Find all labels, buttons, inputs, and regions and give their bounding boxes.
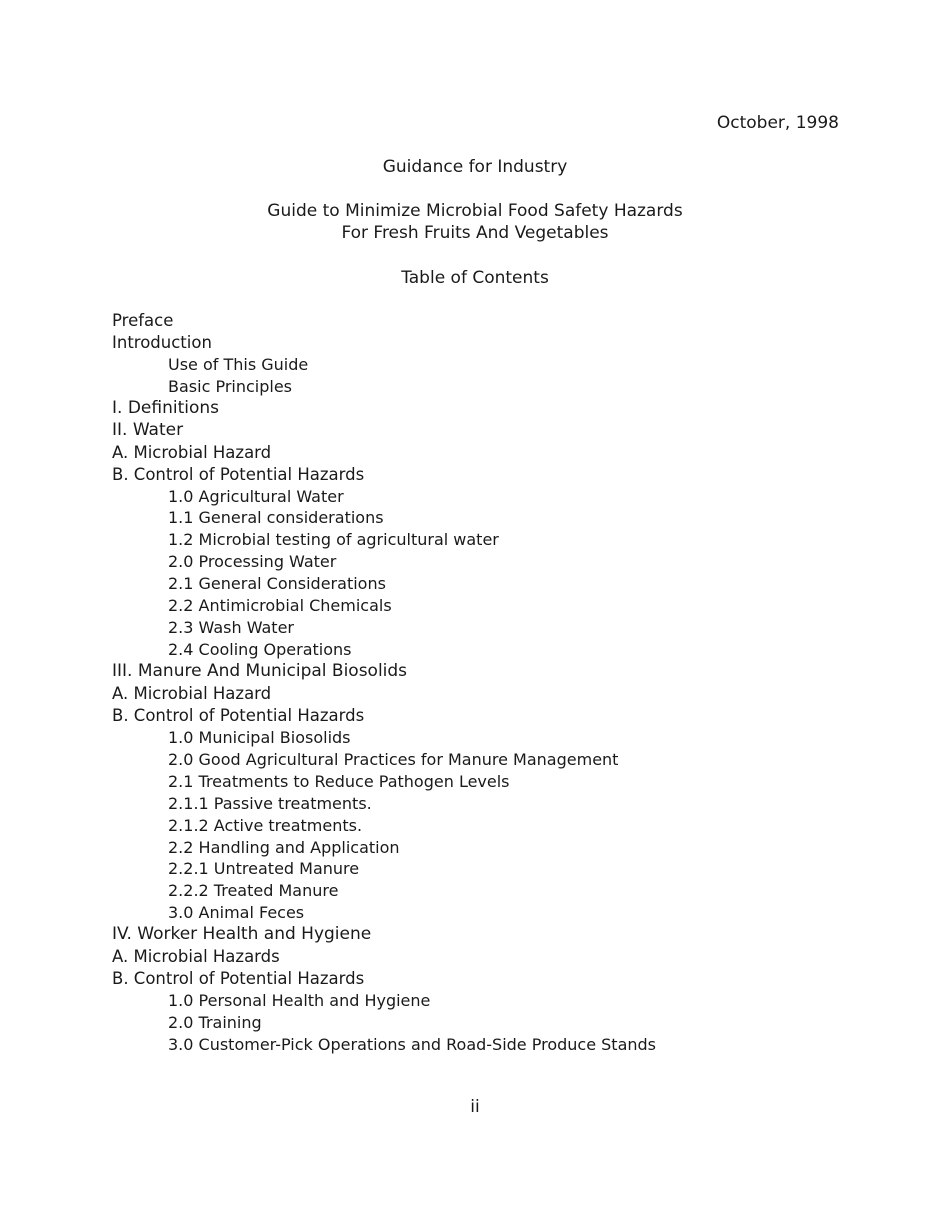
document-title: [0, 200, 950, 244]
toc-entry: 2.0 Training: [168, 1013, 262, 1032]
toc-entry: Introduction: [112, 332, 212, 352]
toc-entry: 1.2 Microbial testing of agricultural water: [168, 530, 499, 550]
toc-entry: 3.0 Animal Feces: [168, 903, 305, 923]
toc-entry: B. Control of Potential Hazards: [112, 969, 365, 989]
toc-entry: B. Control of Potential Hazards: [112, 464, 365, 484]
toc-entry: 2.0 Processing Water: [168, 552, 337, 572]
toc-entry: Basic Principles: [168, 376, 292, 396]
toc-entry: 2.1 Treatments to Reduce Pathogen Levels: [168, 771, 510, 791]
toc-entry: 2.4 Cooling Operations: [168, 640, 352, 660]
table-of-contents: [112, 310, 656, 1056]
toc-entry: 2.1.2 Active treatments.: [168, 815, 363, 835]
toc-entry: 3.0 Customer-Pick Operations and Road-Side Produce Stands: [168, 1034, 657, 1054]
toc-entry: 1.0 Personal Health and Hygiene: [168, 991, 431, 1011]
toc-entry: B. Control of Potential Hazards: [112, 705, 365, 725]
toc-entry: A. Microbial Hazards: [112, 947, 280, 967]
toc-entry: I. Definitions: [112, 397, 219, 418]
document-title-line-2: For Fresh Fruits And Vegetables: [341, 223, 609, 243]
document-title-line-1: Guide to Minimize Microbial Food Safety Hazards: [267, 201, 683, 221]
toc-entry: 2.0 Good Agricultural Practices for Manure Management: [168, 749, 619, 769]
toc-entry: 2.1 General Considerations: [168, 574, 386, 594]
page-number: ii: [470, 1097, 480, 1117]
toc-entry: A. Microbial Hazard: [112, 683, 272, 703]
toc-entry: 1.0 Municipal Biosolids: [168, 727, 351, 747]
document-heading: Guidance for Industry: [382, 157, 568, 177]
toc-entry: Use of This Guide: [168, 354, 309, 374]
toc-entry: 2.3 Wash Water: [168, 618, 294, 638]
toc-entry: 2.2.2 Treated Manure: [168, 881, 339, 901]
toc-entry: 2.2 Handling and Application: [168, 837, 400, 857]
toc-entry: 2.1.1 Passive treatments.: [168, 793, 372, 813]
toc-entry: II. Water: [112, 419, 184, 440]
toc-entry: 2.2 Antimicrobial Chemicals: [168, 596, 392, 616]
toc-entry: 1.0 Agricultural Water: [168, 486, 344, 506]
toc-entry: 2.2.1 Untreated Manure: [168, 859, 360, 879]
toc-entry: 1.1 General considerations: [168, 508, 384, 528]
toc-title: Table of Contents: [401, 268, 549, 288]
toc-entry: Preface: [112, 311, 174, 330]
toc-entry: A. Microbial Hazard: [112, 442, 272, 462]
toc-entry: IV. Worker Health and Hygiene: [112, 924, 372, 945]
toc-entry: III. Manure And Municipal Biosolids: [112, 661, 408, 681]
document-date: October, 1998: [716, 113, 839, 133]
